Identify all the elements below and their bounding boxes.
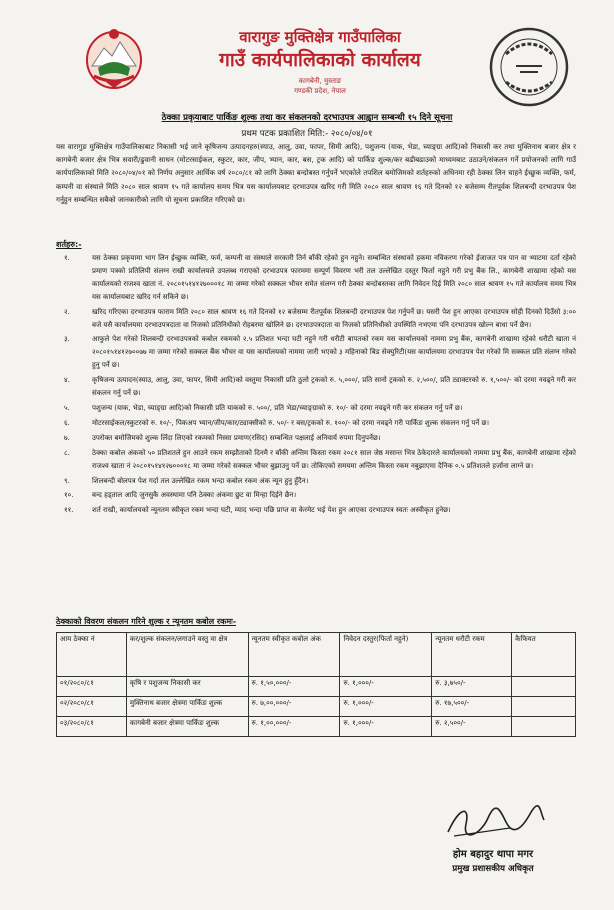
application-fee: रु. १,०००/- bbox=[340, 677, 432, 697]
term-item bbox=[64, 417, 576, 430]
address-line-1: कागबेनी, मुस्ताङ bbox=[298, 77, 342, 85]
municipality-name: वारागुङ मुक्तिक्षेत्र गाउँपालिका bbox=[239, 28, 401, 46]
nepal-emblem-icon bbox=[84, 26, 144, 90]
term-text: खरिद गरिएका दरभाउपत्र फाराम मिति २०८० साल श्रावण १६ गते दिनको १२ बजेसम्म रीतपूर्वक शिलबन्दी दरभाउपत्र पेश गर्नुपर्ने छ। यसरी पेश हुन आएका दरभाउपत्र सोही दिनको दिउँसो ३:०० बजे यसै कार्यालयमा दरभाउपत्रदाता वा निजको प्रतिनिधीको रोहबरमा खोलिने छ। दरभाउपत्रदाता वा निजको प्रतिनिधीको उपस्थिति नभएमा पनि दरभाउपत्र खोल्न बाधा पर्ने छैन। bbox=[92, 307, 576, 329]
contract-item: कागबेनी बजार क्षेत्रमा पार्किङ शुल्क bbox=[126, 717, 248, 737]
min-deposit: रु. १७,५००/- bbox=[432, 697, 512, 717]
term-text: पशुजन्य (याक, भेडा, च्याङ्ग्रा आदि)को निकासी प्रति याकको रु. ५००/, प्रति भेडा/च्याङ्ग्राको रु. १०/- को दरमा नवढ्ने गरी कर संकलन गर्नु पर्ने छ। bbox=[92, 403, 463, 412]
remarks bbox=[512, 677, 576, 697]
term-item bbox=[64, 333, 576, 372]
contract-item: कृषि र पशुजन्य निकासी कर bbox=[126, 677, 248, 697]
term-text: मोटरसाईकल/स्कुटरको रु. १०/-, पिकअप भ्यान/जीप/कार/ट्याक्सीको रु. ५०/- र बस/ट्रकको रु. १००/- को दरमा नवढ्ने गरी पार्किङ शुल्क संकलन गर्नु पर्ने छ। bbox=[92, 418, 490, 427]
notice-title: ठेक्का प्रकृयाबाट पार्किङ शुल्क तथा कर संकलनको दरभाउपत्र आह्वान सम्बन्धी १५ दिने सूचना bbox=[161, 113, 453, 123]
office-address bbox=[200, 76, 440, 96]
table-row bbox=[57, 717, 576, 737]
office-name: गाउँ कार्यपालिकाको कार्यालय bbox=[219, 49, 421, 71]
min-deposit: रु. ३,७५०/- bbox=[432, 677, 512, 697]
term-number: १. bbox=[64, 254, 70, 262]
term-text: बन्द हड्ताल आदि जुनसुकै अवस्थामा पनि ठेक्का अंकमा छुट वा मिन्हा दिईने छैन। bbox=[92, 491, 297, 500]
signatory-title: प्रमुख प्रशासकीय अधिकृत bbox=[452, 864, 534, 874]
term-text: शर्त राखी, कार्यालयको न्यूनतम स्वीकृत रकम भन्दा घटी, म्याद भन्दा पछि प्राप्त वा केरमेट भई पेश हुन आएका दरभाउपत्र स्वतः अस्वीकृत हुनेछ। bbox=[92, 506, 451, 515]
signatory-name: होम बहादुर थापा मगर bbox=[452, 849, 534, 860]
term-text: आफुले पेश गरेको शिलबन्दी दरभाउपत्रको कबोल रकमको २.५ प्रतिशत भन्दा घटी नहुने गरी धरौटी बापतको रकम यस कार्यालयको नाममा प्रभु बैंक, कागबेनी शाखामा रहेको धरौटी खाता नं २०८०१५१४१२७००७७ मा जम्मा गरेको सक्कल बैंक भौचर वा यस कार्यालयको नाममा जारी भएको ३ महिनाको बिड सेक्युरिटी(यस कार्यालयमा दरभाउपत्र पेश गरेको मि सक्कल प्रति संलग्न गरेको हुनु पर्ने छ। bbox=[92, 335, 576, 370]
term-number: ४. bbox=[64, 376, 70, 385]
term-number: २. bbox=[64, 307, 70, 316]
term-number: ५. bbox=[64, 403, 70, 412]
term-number: १०. bbox=[64, 491, 74, 500]
term-number: ६. bbox=[64, 418, 70, 427]
term-item bbox=[64, 432, 576, 445]
column-header: निवेदन दस्तुर(फिर्ता नहुने) bbox=[340, 633, 432, 677]
contract-number: ०२/२०८०/८१ bbox=[57, 697, 127, 717]
column-header: कैफियत bbox=[512, 633, 576, 677]
application-fee: रु. १,०००/- bbox=[340, 717, 432, 737]
term-text: उपरोक्त बमोजिमको शुल्क लिँदा लिएको रकमको निस्सा प्रमाण(रसिद) सम्बन्धित पक्षलाई अनिवार्य रुपमा दिनुपर्नेछ। bbox=[92, 433, 381, 442]
remarks bbox=[512, 717, 576, 737]
rates-table-heading: ठेक्काको विवरण संकलन गरिने शुल्क र न्यूनतम कबोल रकमः- bbox=[56, 617, 237, 626]
term-text: ठेक्का कबोल अंकको ५० प्रतिशतले हुन आउने रकम सम्झौताको दिनमै र बाँकी अन्तिम किस्ता रकम २०८१ साल जेष्ठ मसान्त भित्र ठेकेदारले कार्यालयको नाममा प्रभु बैंक, कागबेनी शाखामा रहेको राजश्व खाता नं २०८०१५१४१२७०००१८ मा जम्मा गरेको सक्कल भौचर बुझाउनु पर्ने छ। तोकिएको समयमा अन्तिम किस्ता रकम नबुझाएमा दैनिक ०.५ प्रतिशतले हर्जाना लाग्ने छ। bbox=[92, 448, 576, 470]
term-number: ३. bbox=[64, 335, 70, 344]
rates-table bbox=[56, 632, 576, 737]
table-row bbox=[57, 677, 576, 697]
term-number: ९. bbox=[64, 476, 70, 485]
contract-item: मुक्तिनाथ बजार क्षेत्रमा पार्किङ शुल्क bbox=[126, 697, 248, 717]
term-number: ८. bbox=[64, 448, 70, 457]
contract-number: ०३/२०८०/८१ bbox=[57, 717, 127, 737]
remarks bbox=[512, 697, 576, 717]
table-header-row bbox=[57, 633, 576, 677]
terms-list bbox=[64, 252, 576, 519]
publication-date: प्रथम पटक प्रकाशित मिति:- २०८०/०४/०१ bbox=[241, 129, 373, 139]
table-row bbox=[57, 697, 576, 717]
term-text: कृषिजन्य उत्पादन(स्याउ, आलु, उवा, फापर, सिमी आदि)को वस्तुमा निकासी प्रति ठुलो ट्रकको रु. ५,०००/, प्रति सानो ट्रकको रु. २,५००/, प्रति ट्याक्टरको रु. १,५००/- को दरमा नवढ्ने गरी कर संकलन गर्नु पर्ने छ। bbox=[92, 376, 576, 398]
term-item bbox=[64, 252, 576, 304]
column-header: कर/शुल्क संकलन/लगाउने वस्तु वा क्षेत्र bbox=[126, 633, 248, 677]
min-bid: रु. १,५०,०००/- bbox=[248, 677, 340, 697]
notice-intro: यस वारागुङ मुक्तिक्षेत्र गाउँपालिकाबाट निकासी भई जाने कृषिजन्य उत्पादनहरु(स्याउ, आलु, उवा, फापर, सिमी आदि), पशुजन्य (याक, भेडा, च्याङ्ग्रा आदि)को निकासी कर तथा मुक्तिनाथ बजार क्षेत्र र कागबेनी बजार क्षेत्र भित्र सवारी/ढुवानी साधन (मोटरसाईकल, स्कुटर, कार, जीप, भ्यान, कार, बस, ट्रक आदि) को पार्किङ शुल्क/कर बढीबढाउको माध्यमबाट उठाउने/संकलन गर्ने प्रयोजनको लागि गाउँ कार्यपालिकाको मिति २०८०/०४/०१ को निर्णय अनुसार आर्थिक वर्ष २०८०/८१ को लागि ठेक्का बन्दोबस्त गर्नुपर्ने भएकोले तपशिल बमोजिमको शर्तहरुको अधिनमा रही ठेक्का लिन चाहने ईच्छुक व्यक्ति, फर्म, कम्पनी वा संस्थाले मिति २०८० साल श्रावण १५ गते कार्यालय समय भित्र यस कार्यालयबाट दरभाउपत्र खरिद गरी मिति २०८० साल श्रावण १६ गते दिनको १२ बजेसम्म रीतपूर्वक शिलबन्दी दरभाउपत्र पेश गर्नुहुन सम्बन्धित सबैको जानकारीको लागि यो सूचना प्रकाशित गरिएको छ। bbox=[56, 142, 576, 204]
terms-heading: शर्तहरु:- bbox=[56, 240, 82, 249]
term-item bbox=[64, 402, 576, 415]
term-item bbox=[64, 306, 576, 332]
term-text: यस ठेक्का प्रकृयामा भाग लिन ईच्छुक व्यक्ति, फर्म, कम्पनी वा संस्थाले सरकारी तिर्न बाँकी रहेको हुन नहुने। सम्बन्धित संस्थाको हकमा नविकरण गरेको ईजाजत पत्र पान वा भ्याटमा दर्ता रहेको प्रमाण पत्रको प्रतिलिपी संलग्न राखी कार्यालयले उपलब्ध गराएको दरभाउपत्र फारममा सम्पूर्ण विवरण भरी तल उल्लेखित दस्तुर फिर्ता नहुने गरी प्रभु बैंक लि., कागबेनी शाखामा रहेको यस कार्यालयको राजश्व खाता नं. २०८०१५१४१२७०००१८ मा जम्मा गरेको सक्कल भौचर समेत संलग्न गरी ठेक्का बन्दोबस्तका लागि निवेदन दिई मिति २०८० साल श्रावण १५ गते कार्यालय समय भित्र यस कार्यालयबाट खरिद गर्न सकिने छ। bbox=[92, 254, 576, 301]
address-line-2: गण्डकी प्रदेश, नेपाल bbox=[294, 87, 346, 95]
contract-number: ०१/२०८०/८१ bbox=[57, 677, 127, 697]
term-item bbox=[64, 475, 576, 488]
column-header: आय ठेक्का नं bbox=[57, 633, 127, 677]
application-fee: रु. १,०००/- bbox=[340, 697, 432, 717]
office-stamp-icon bbox=[486, 24, 572, 110]
column-header: न्यूनतम धरौटी रकम bbox=[432, 633, 512, 677]
min-deposit: रु. २,५००/- bbox=[432, 717, 512, 737]
term-item bbox=[64, 489, 576, 502]
signature-icon bbox=[440, 802, 550, 842]
term-item bbox=[64, 504, 576, 517]
column-header: न्यूनतम स्वीकृत कबोल अंक bbox=[248, 633, 340, 677]
min-bid: रु. १,००,०००/- bbox=[248, 717, 340, 737]
min-bid: रु. ७,००,०००/- bbox=[248, 697, 340, 717]
term-item bbox=[64, 374, 576, 400]
term-number: ७. bbox=[64, 433, 70, 442]
term-number: ११. bbox=[64, 506, 74, 515]
term-item bbox=[64, 447, 576, 473]
term-text: शिलबन्दी बोलपत्र पेश गर्दा तल उल्लेखित रकम भन्दा कबोल रकम अंक न्यून हुनु हुँदैन। bbox=[92, 476, 309, 485]
